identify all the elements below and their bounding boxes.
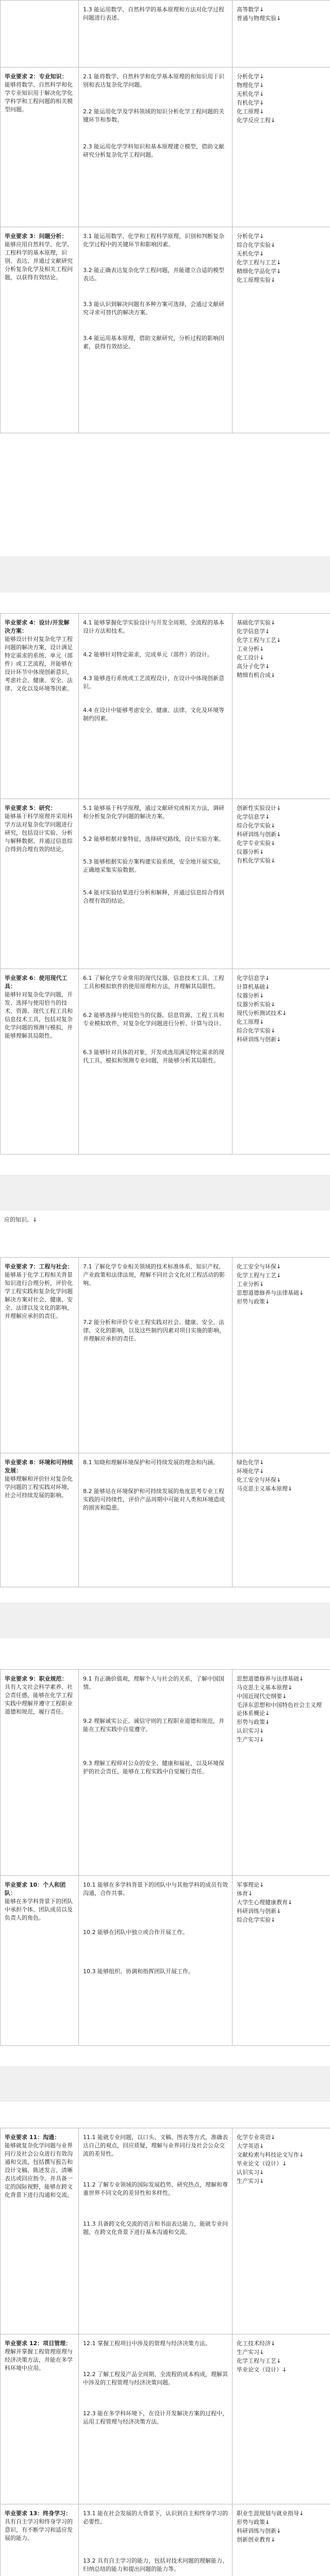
course-name: 化工安全与环保↓ [237,1477,282,1483]
course-cell [233,614,330,799]
document-page-3 [0,1211,330,1602]
indicator-text: 4.3 能够进行系统或工艺流程设计，在设计中体现创新意识。 [83,675,224,690]
table-row [1,614,330,799]
document-page-1 [0,0,330,556]
requirement-title: 毕业要求 13：终身学习： [5,2510,72,2517]
indicator-text: 11.2 了解专业领域的国际发展趋势、研究热点，理解和尊重世界不同文化的差异性和多样性。 [83,2181,228,2196]
requirement-title: 毕业要求 10：个人和团队： [5,1882,66,1896]
course-name: 科研训练与创新↓ [237,1036,282,1043]
course-name: 思想道德修养与法律基础↓ [237,1290,304,1296]
course-name: 创新性实验设计↓ [237,805,282,811]
course-cell [233,1,330,67]
indicator-text: 10.2 能够在团队中独立或合作开展工作。 [83,1929,188,1936]
course-name: 化学工程与工艺↓ [237,1272,282,1279]
requirement-title: 毕业要求 12：项目管理： [5,2340,72,2347]
requirement-cell [1,2334,79,2504]
course-name: 高等数学↓ [237,6,265,13]
indicator-text: 9.1 有正确价值观，理解个人与社会的关系，了解中国国情。 [83,1675,224,1690]
course-name: 化学工程与工艺↓ [237,2358,282,2364]
course-name: 职业生涯规划与就业指导↓ [237,2510,304,2517]
requirement-cell [1,1876,79,2046]
course-name: 物理化学↓ [237,82,265,89]
course-name: 绿色化学↓ [237,1459,265,1466]
course-name: 科研训练与创新↓ [237,2528,282,2534]
course-name: 创新创业教育↓ [237,2536,276,2543]
indicator-cell [79,2334,233,2504]
course-name: 无机化学↓ [237,91,265,97]
indicator-cell [79,799,233,969]
requirement-title: 毕业要求 8：环境和可持续发展： [5,1459,73,1474]
indicator-text: 9.3 理解工程师对公众的安全、健康和福祉，以及环境保护的社会责任，能够在工程实践中自觉履行责任。 [83,1760,224,1775]
indicator-text: 3.4 能运用基本原理，借助文献研究，分析过程的影响因素，获得有效结论。 [83,335,224,350]
indicator-text: 8.1 知晓和理解环境保护和可持续发展的理念和内涵。 [83,1459,219,1466]
requirement-cell [1,2504,79,2576]
indicator-text: 7.2 能分析和评价专业工程实践对社会、健康、安全、法律、文化的影响，以及这些制约因素对项目实施的影响，并理解应承担的责任。 [83,1319,225,1342]
requirements-table [0,2128,330,2576]
indicator-text: 11.1 能就专业问题，以口头、文稿、图表等方式，准确表达自己的观点，回应质疑，理解与业界同行及社会公众交流的差异性。 [83,2134,228,2157]
indicator-text: 4.1 能够掌握化学实验设计与开发全周期、全流程的基本设计方法和技术。 [83,619,224,634]
course-name: 毕业论文（设计）↓ [237,2160,287,2167]
course-name: 综合化学实验↓ [237,242,276,248]
course-cell [233,2334,330,2504]
requirement-title: 毕业要求 7：工程与社会： [5,1263,73,1270]
indicator-text: 12.3 能在多学科环境下，在设计开发解决方案的过程中，运用工程管理与经济决策方法。 [83,2410,228,2425]
requirement-description: 能够在多学科背景下的团队中承担个体、团队成员以及负责人的角色。 [5,1898,73,1921]
course-name: 科研训练与创新↓ [237,1908,282,1914]
requirement-title: 毕业要求 4：设计/开发解决方案： [5,619,70,634]
indicator-text: 5.4 能对实验结果进行分析和解释，并通过信息综合得到合理有效的结论。 [83,889,224,904]
course-name: 化工原理↓ [237,1019,265,1025]
course-name: 军事理论↓ [237,1882,265,1888]
course-name: 马克思主义基本原理↓ [237,1684,293,1691]
course-name: 化学工程与工艺↓ [237,259,282,266]
indicator-cell [79,227,233,433]
course-name: 体育↓ [237,1890,253,1897]
indicator-cell [79,1670,233,1876]
course-name: 大学英语↓ [237,2143,265,2149]
course-name: 化工原理↓ [237,108,265,115]
table-row [1,2504,330,2576]
requirement-description: 能够设计针对复杂化学工程问题的解决方案，设计满足特定需求的系统、单元（部件）或工艺流程，并能够在设计环节中体现创新意识，考虑社会、健康、安全、法律、文化以及环境等因素。 [5,636,73,692]
course-name: 思想道德修养与法律基础↓ [237,1675,304,1682]
table-row [1,2128,330,2334]
table-row [1,2334,330,2504]
requirement-cell [1,2128,79,2334]
requirement-title: 毕业要求 3：问题分析： [5,233,68,240]
indicator-text: 3.1 能运用数学、化学和工程科学原理，识别和判断复杂化学过程中的关键环节和影响因素。 [83,233,224,248]
course-name: 毛泽东思想和中国特色社会主义理论体系概论↓ [237,1702,322,1717]
indicator-text: 10.3 能够组织、协调和指挥团队开展工作。 [83,1968,194,1975]
course-name: 化学专业英语↓ [237,2134,276,2141]
indicator-text: 12.2 了解工程及产品全周期、全流程的成本构成，理解其中涉及的工程管理与经济决策问题。 [83,2371,228,2386]
course-name: 仪器分析↓ [237,849,265,855]
course-cell [233,1876,330,2046]
course-name: 化学信息学↓ [237,975,270,981]
indicator-cell [79,969,233,1155]
indicator-text: 3.2 能正确表达复杂化学工程问题，并能建立合适的模型表达。 [83,267,224,282]
requirement-description: 具有人文社会科学素养、社会责任感，能够在化学工程实践中理解并遵守工程职业道德和规范，履行责任。 [5,1684,73,1715]
table-row [1,969,330,1155]
requirement-description: 能够基于化学工程相关背景知识进行合理分析，评价化学工程实践和复杂化学问题解决方案对社会、健康、安全、法律以及文化的影响，并理解应承担的责任。 [5,1272,73,1319]
indicator-text: 6.2 能够选择与使用恰当的仪器、信息资源、工程工具和专业模拟软件，对复杂化学问题进行分析、计算与设计。 [83,1012,225,1027]
course-name: 化工技术经济↓ [237,2340,276,2347]
course-name: 综合化学实验↓ [237,1917,276,1923]
course-name: 生产实习↓ [237,2349,265,2355]
table-row [1,799,330,969]
course-name: 马克思主义基本原理↓ [237,1485,293,1492]
requirement-title: 毕业要求 11：沟通： [5,2134,60,2141]
course-name: 形势与政策↓ [237,1298,270,1305]
course-name: 综合化学实验↓ [237,1027,276,1034]
requirement-description: 能够应用自然科学、化学、工程科学的基本原理，识别、表达、并通过文献研究分析复杂化学及相关工程问题，以获得有效结论。 [5,241,73,281]
course-name: 环境化学↓ [237,1468,265,1475]
indicator-text: 4.2 能够针对特定需求，完成单元（部件）的设计。 [83,651,213,658]
course-name: 综合化学实验↓ [237,822,276,829]
course-name: 形势与政策↓ [237,2519,270,2526]
indicator-text: 12.1 掌握工程项目中涉及的管理与经济决策方法。 [83,2340,211,2347]
indicator-text: 1.3 能运用数学、自然科学的基本原理和方法对化学过程问题进行表述。 [83,6,224,21]
document-page-2 [0,592,330,1175]
course-cell [233,1670,330,1876]
course-name: 科研训练与创新↓ [237,831,282,838]
course-name: 生产实习↓ [237,1736,265,1743]
requirement-cell [1,969,79,1155]
course-name: 化学反应工程↓ [237,117,276,124]
course-name: 化学专业实验↓ [237,840,276,846]
course-name: 化工原理实验↓ [237,277,276,283]
course-name: 分析化学↓ [237,73,265,80]
requirement-description: 能够就复杂化学问题与业界同行及社会公众进行有效沟通和交流，包括撰写报告和设计文稿、陈述发言、清晰表达或回应指令。并具备一定的国际视野，能够在跨文化背景下进行沟通和交流。 [5,2142,73,2198]
indicator-cell [79,2128,233,2334]
requirement-description: 理解并掌握工程管理原理与经济决策方法，并能在多学科环境中应用。 [5,2348,73,2371]
course-name: 化工安全与环保↓ [237,1263,282,1270]
indicator-cell [79,2504,233,2576]
course-name: 仪器分析实验↓ [237,1001,276,1008]
course-name: 生产实习↓ [237,2178,265,2184]
table-row [1,1670,330,1876]
course-name: 化学信息学↓ [237,628,270,635]
requirement-cell [1,614,79,799]
indicator-text: 6.3 能够针对具体的对象，开发或选用满足特定需求的现代工具，模拟和预测专业问题，并能够分析其局限性。 [83,1049,224,1064]
requirement-title: 毕业要求 6：使用现代工具： [5,975,68,990]
requirement-cell [1,67,79,227]
indicator-cell [79,1258,233,1453]
table-row [1,1876,330,2046]
course-name: 认识实习↓ [237,1727,265,1734]
course-name: 认识实习↓ [237,2169,265,2176]
requirements-table [0,0,330,433]
table-row [1,67,330,227]
indicator-text: 11.3 具备跨文化交流的语言和书面表达能力，能就专业问题，在跨文化背景下进行基本沟通和交流。 [83,2221,228,2235]
requirement-description: 能够针对复杂化学问题，开发、选择与使用恰当的技术、资源、现代工程工具和信息技术工具，包括对复杂化学问题的预测与模拟，并能够理解其局限性。 [5,991,73,1039]
indicator-text: 5.1 能够基于科学原理，通过文献研究或相关方法，调研和分析复杂化学问题的解决方案。 [83,805,224,820]
document-page-5 [0,2102,330,2576]
table-row [1,1,330,67]
course-name: 毕业论文（设计）↓ [237,2366,287,2373]
requirement-cell [1,799,79,969]
course-name: 文献检索与科技论文写作↓ [237,2151,304,2158]
course-name: 分析化学↓ [237,233,265,240]
table-row [1,1258,330,1453]
requirement-description: 能够将数学、自然科学和化学专业知识用于解决化学化学科学和工程问题的相关模型问题。 [5,81,73,113]
course-name: 中国近现代史纲要↓ [237,1693,287,1700]
requirement-description: 具有自主学习和终身学习的意识，有不断学习和适应发展的能力。 [5,2518,73,2541]
indicator-cell [79,1453,233,1587]
course-name: 无机化学↓ [237,250,265,257]
course-name: 有机化学↓ [237,99,265,106]
course-cell [233,799,330,969]
indicator-text: 2.2 能运用化学及学科领域的知识分析化学工程问题的关键环节和参数。 [83,108,224,123]
indicator-text: 13.1 能在社会发展的大背景下，认识到自主和终身学习的必要性。 [83,2510,228,2525]
requirement-cell [1,227,79,433]
indicator-text: 7.1 了解化学专业相关领域的技术标准体系、知识产权、产业政策和法律法规，理解不同社会文化对工程活动的影响。 [83,1263,225,1286]
table-row [1,1453,330,1587]
course-name: 大学生心理健康教育↓ [237,1899,293,1906]
course-cell [233,67,330,227]
continued-text: 应的知识。↓ [4,1216,38,1223]
indicator-text: 3.3 能认识到解决问题有多种方案可选择，会通过文献研究寻求可替代的解决方案。 [83,301,224,316]
course-cell [233,969,330,1155]
indicator-cell [79,1876,233,2046]
course-name: 工业分析↓ [237,1281,265,1287]
course-cell [233,2504,330,2576]
course-name: 精细化学品化学↓ [237,268,282,275]
course-name: 仪器分析↓ [237,992,265,999]
requirement-cell [1,1,79,67]
indicator-text: 2.1 能将数学、自然科学和化学基本原理的和知识用于识别和表达复杂化学问题。 [83,73,224,88]
indicator-text: 2.3 能运用化学学科知识和基本原理建立模型，借助文献研究分析复杂化学工程问题。 [83,143,224,158]
course-name: 化学工程与工艺↓ [237,637,282,643]
requirement-title: 毕业要求 9：职业规范： [5,1675,68,1682]
table-row [1,227,330,433]
course-name: 基础化学实验↓ [237,619,276,626]
indicator-text: 4.4 在设计中能够考虑安全、健康、法律、文化及环境等制约因素。 [83,707,224,722]
course-cell [233,1258,330,1453]
course-name: 精细有机合成↓ [237,672,276,679]
course-name: 计算机基础↓ [237,984,270,990]
course-name: 普通与物理实验↓ [237,15,282,22]
requirement-cell [1,1670,79,1876]
requirement-title: 毕业要求 5：研究： [5,805,56,811]
indicator-text: 5.3 能够根据实验方案构建实验系统，安全地开展实验，正确地采集实验数据。 [83,858,224,873]
course-name: 有机化学实验↓ [237,857,276,864]
course-name: 化工设计↓ [237,654,265,661]
course-name: 高分子化学↓ [237,663,270,670]
requirement-cell [1,1453,79,1587]
indicator-text: 9.2 理解诚实公正、诚信守则的工程职业道德和规范，并能在工程实践中自觉遵守。 [83,1718,224,1733]
course-name: 工业分析↓ [237,646,265,652]
course-cell [233,2128,330,2334]
requirements-table [0,1257,330,1587]
indicator-text: 6.1 了解化学专业常用的现代仪器、信息技术工具、工程工具和模拟软件的使用原理和方法，并理解其局限性。 [83,975,224,990]
requirement-cell [1,1258,79,1453]
requirement-description: 能够理解和评价针对复杂化学问题的工程实践对环境、社会可持续发展的影响。 [5,1476,73,1499]
requirements-table [0,613,330,1155]
course-name: 现代分析测试技术↓ [237,1010,287,1016]
indicator-text: 5.2 能够根据对象特征，选择研究路线，设计实验方案。 [83,836,224,842]
requirement-description: 能够基于科学原理并采用科学方法对复杂化学问题进行研究，包括设计实验、分析与解释数据、并通过信息综合得到合理有效的结论。 [5,813,73,853]
course-name: 化学信息学↓ [237,814,270,820]
course-cell [233,227,330,433]
indicator-text: 13.2 具有自主学习的能力，包括对技术问题的理解能力、归纳总结的能力和提出问题的能力等。 [83,2557,228,2572]
requirements-table [0,1669,330,2046]
indicator-text: 10.1 能够在多学科背景下的团队中与其他学科的成员有效沟通，合作共事。 [83,1882,228,1896]
course-cell [233,1453,330,1587]
document-page-4 [0,1638,330,2066]
indicator-text: 8.2 能够站在环境保护和可持续发展的角度思考专业工程实践的可持续性，评价产品周期中可能对人类和环境造成的损害和隐患。 [83,1488,225,1511]
indicator-cell [79,1,233,67]
indicator-cell [79,67,233,227]
indicator-cell [79,614,233,799]
course-name: 形势与政策↓ [237,1719,270,1725]
requirement-title: 毕业要求 2：专业知识： [5,73,68,80]
